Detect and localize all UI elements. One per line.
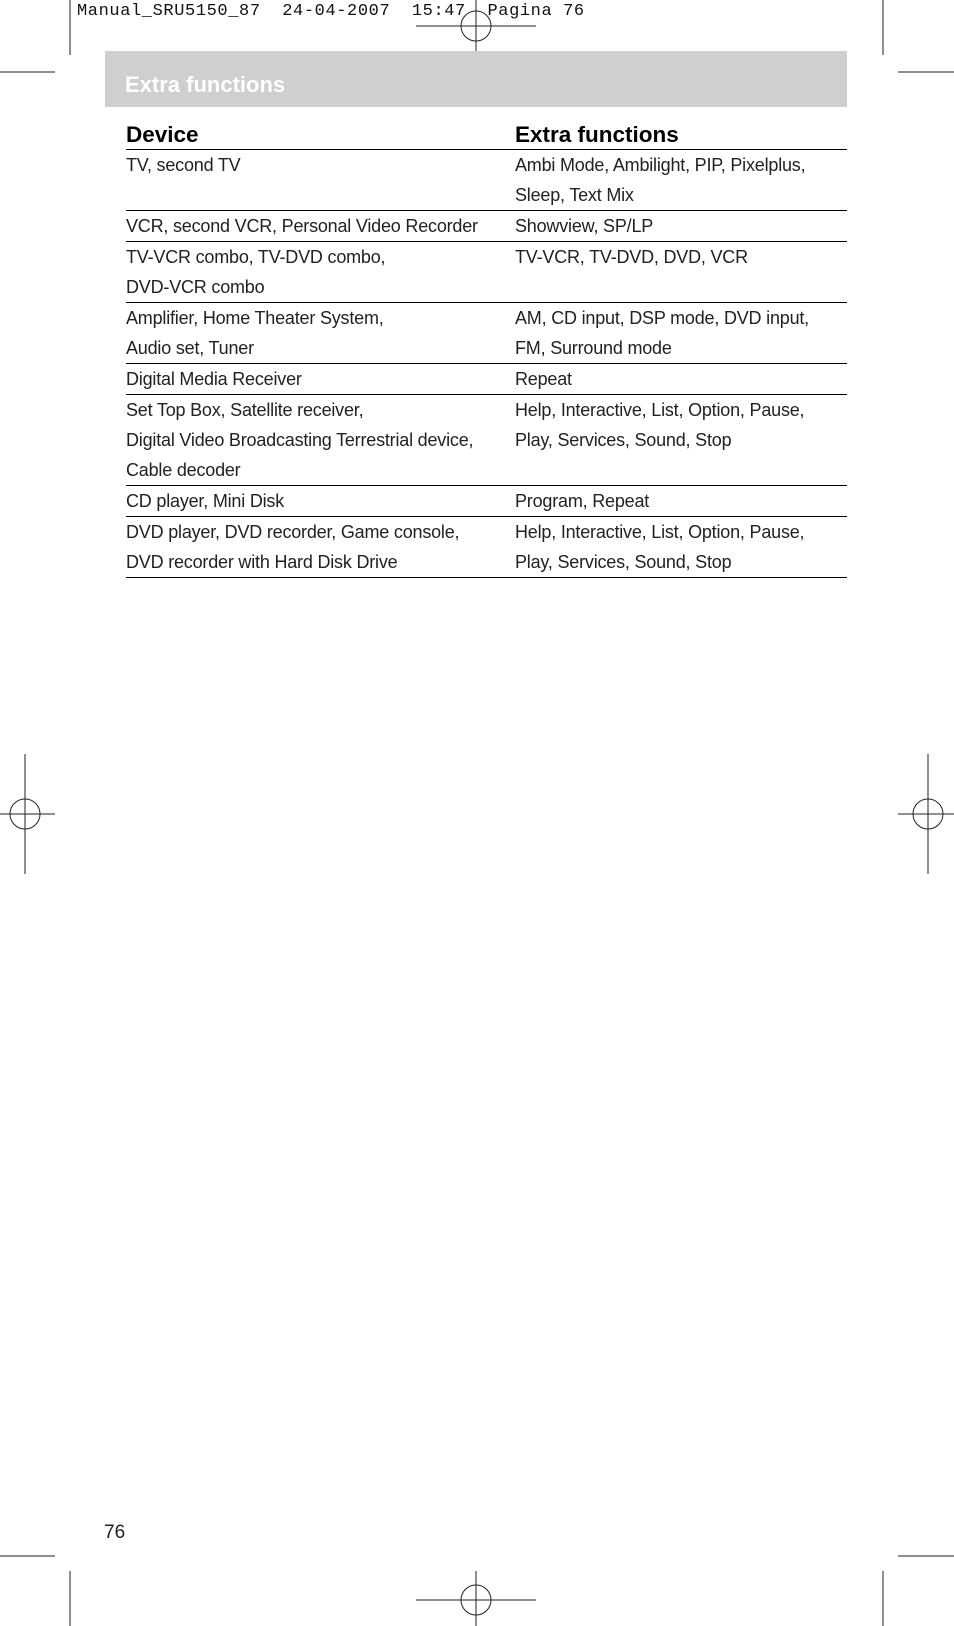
device-cell <box>126 242 515 302</box>
header-device: Device <box>126 122 199 147</box>
functions-cell <box>515 395 847 485</box>
page-number: 76 <box>104 1522 126 1543</box>
table-row <box>126 242 847 303</box>
table-body <box>126 150 847 578</box>
device-cell-line: VCR, second VCR, Personal Video Recorder <box>126 216 478 236</box>
print-slug: Manual_SRU5150_87 24-04-2007 15:47 Pagina 76 <box>77 2 585 21</box>
table-row <box>126 303 847 364</box>
functions-cell <box>515 364 847 394</box>
device-cell <box>126 150 515 210</box>
table-row <box>126 517 847 578</box>
functions-cell <box>515 517 847 577</box>
table-row <box>126 211 847 242</box>
table-header <box>126 120 847 150</box>
table-row <box>126 486 847 517</box>
device-cell <box>126 303 515 363</box>
functions-cell <box>515 303 847 363</box>
device-cell-line: Digital Media Receiver <box>126 369 302 389</box>
table-row <box>126 364 847 395</box>
functions-cell-line: Sleep, Text Mix <box>515 185 634 205</box>
table-row <box>126 395 847 486</box>
device-cell-line: DVD player, DVD recorder, Game console, <box>126 522 460 542</box>
device-cell <box>126 395 515 485</box>
device-cell-line: TV-VCR combo, TV-DVD combo, <box>126 247 386 267</box>
functions-cell-line: Help, Interactive, List, Option, Pause, <box>515 522 805 542</box>
functions-cell-line: Ambi Mode, Ambilight, PIP, Pixelplus, <box>515 155 806 175</box>
device-cell-line: Cable decoder <box>126 460 241 480</box>
device-cell <box>126 517 515 577</box>
device-cell-line: Set Top Box, Satellite receiver, <box>126 400 364 420</box>
table-row <box>126 150 847 211</box>
functions-cell-line: Repeat <box>515 369 572 389</box>
functions-cell <box>515 211 847 241</box>
header-extra-functions: Extra functions <box>515 122 679 147</box>
device-cell-line: Amplifier, Home Theater System, <box>126 308 384 328</box>
section-banner <box>105 51 847 107</box>
functions-cell-line: FM, Surround mode <box>515 338 672 358</box>
extra-functions-table <box>126 120 847 578</box>
functions-cell-line: Showview, SP/LP <box>515 216 654 236</box>
functions-cell <box>515 150 847 210</box>
device-cell-line: TV, second TV <box>126 155 241 175</box>
functions-cell-line: Program, Repeat <box>515 491 650 511</box>
functions-cell <box>515 242 847 302</box>
device-cell <box>126 364 515 394</box>
functions-cell <box>515 486 847 516</box>
functions-cell-line: TV-VCR, TV-DVD, DVD, VCR <box>515 247 748 267</box>
device-cell-line: DVD recorder with Hard Disk Drive <box>126 552 398 572</box>
device-cell-line: Audio set, Tuner <box>126 338 254 358</box>
device-cell <box>126 486 515 516</box>
functions-cell-line: Play, Services, Sound, Stop <box>515 430 732 450</box>
functions-cell-line: Play, Services, Sound, Stop <box>515 552 732 572</box>
section-title: Extra functions <box>125 72 286 97</box>
device-cell-line: Digital Video Broadcasting Terrestrial device, <box>126 430 474 450</box>
device-cell-line: CD player, Mini Disk <box>126 491 285 511</box>
device-cell <box>126 211 515 241</box>
functions-cell-line: Help, Interactive, List, Option, Pause, <box>515 400 805 420</box>
device-cell-line: DVD-VCR combo <box>126 277 265 297</box>
functions-cell-line: AM, CD input, DSP mode, DVD input, <box>515 308 809 328</box>
